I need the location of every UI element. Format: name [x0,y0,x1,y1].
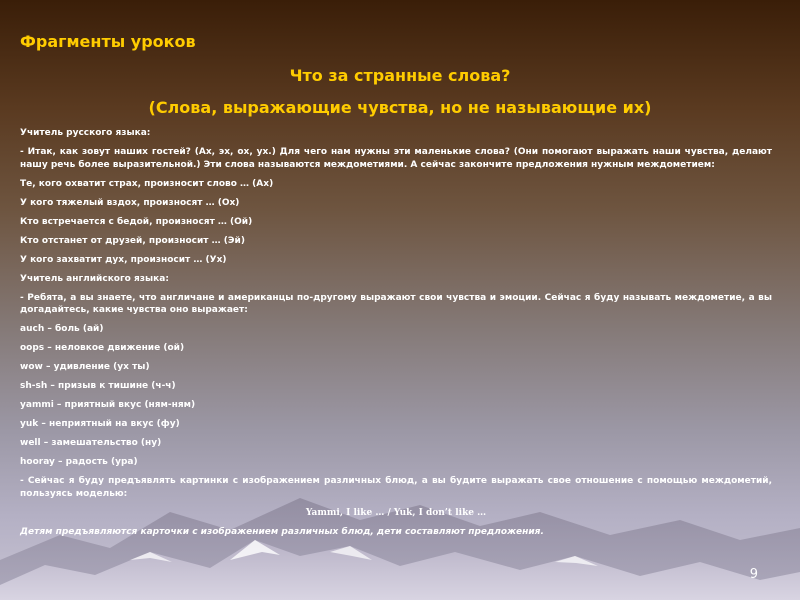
paragraph-cards-instruction: - Сейчас я буду предъявлять картинки с изображением различных блюд, а вы будите выражать свое отношение с помощью междометий, пользуясь моделью: [20,476,772,499]
slide-title: Что за странные слова? [289,66,511,85]
list-item: hooray – радость (ура) [20,457,138,467]
list-item: Кто встречается с бедой, произносят … (Ой) [20,216,253,227]
paragraph-english-intro: - Ребята, а вы знаете, что англичане и американцы по-другому выражают свои чувства и эмоции. Сейчас я буду называть междометие, а вы догадайтесь, какие чувства оно выражает: [20,292,772,315]
paragraph-conclusion: Детям предъявляются карточки с изображением различных блюд, дети составляют предложения. [20,526,544,537]
slide-subtitle: (Слова, выражающие чувства, но не называющие их) [148,98,652,117]
slide-body [20,127,772,545]
section-heading: Фрагменты уроков [20,32,196,51]
list-item: Те, кого охватит страх, произносит слово … (Ах) [20,178,274,189]
list-item: У кого тяжелый вздох, произносят … (Ох) [20,197,240,208]
list-item: sh-sh – призыв к тишине (ч-ч) [20,381,176,391]
list-item: yammi – приятный вкус (ням-ням) [20,400,196,410]
list-item: У кого захватит дух, произносит … (Ух) [20,254,227,265]
paragraph-russian-intro: - Итак, как зовут наших гостей? (Ах, эх, ох, ух.) Для чего нам нужны эти маленькие слова? (Они помогают выражать наши чувства, делают нашу речь более выразительной.) Эти слова называются междометиями. А сейчас закончите предложения нужным междометием: [20,147,772,170]
list-item: wow – удивление (ух ты) [20,362,150,372]
list-item: auch – боль (ай) [20,324,104,334]
list-item: well – замешательство (ну) [20,438,162,448]
list-item: Кто отстанет от друзей, произносит … (Эй) [20,235,245,246]
page-number: 9 [749,567,758,582]
model-phrase: Yammi, I like … / Yuk, I don’t like … [305,507,487,518]
paragraph-teacher-english: Учитель английского языка: [20,273,169,284]
paragraph-teacher-russian: Учитель русского языка: [20,128,151,138]
list-item: oops – неловкое движение (ой) [20,343,185,353]
list-item: yuk – неприятный на вкус (фу) [20,419,180,429]
